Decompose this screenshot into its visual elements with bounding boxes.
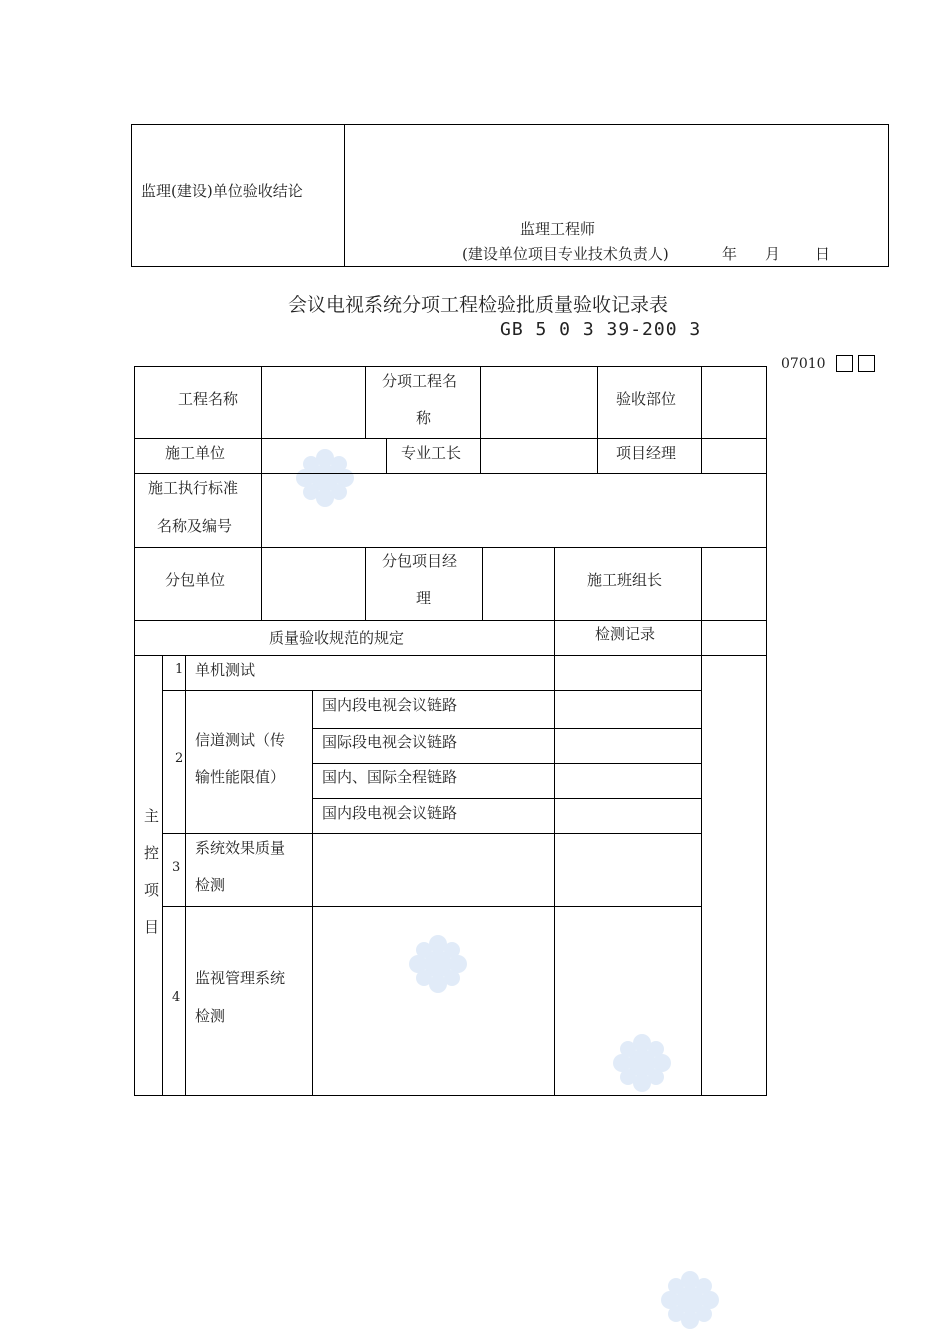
page-title: 会议电视系统分项工程检验批质量验收记录表 [288,294,669,316]
item-text-line1: 系统效果质量 [195,839,286,857]
owner-responsible-label: (建设单位项目专业技术负责人) [462,245,669,263]
construction-unit-label: 施工单位 [165,444,226,462]
sub-unit-label: 分包单位 [165,571,226,589]
acceptance-part-label: 验收部位 [616,390,677,408]
item-text-line1: 监视管理系统 [195,969,286,987]
execution-standard-label-line1: 施工执行标准 [148,479,239,497]
main-control-char: 目 [144,918,160,936]
project-manager-label: 项目经理 [616,444,677,462]
standard-code: GB 5 0 3 39-200 3 [500,319,702,340]
year-label: 年 [722,245,738,263]
main-control-char: 控 [144,844,160,862]
foreman-label: 专业工长 [401,444,462,462]
item-number: 3 [172,860,181,875]
supervisor-engineer-label: 监理工程师 [520,220,596,238]
sub-item-text: 国内、国际全程链路 [322,768,458,786]
item-text-line2: 输性能限值） [195,768,286,786]
code-box-1[interactable] [836,355,853,372]
sub-item-text: 国内段电视会议链路 [322,696,458,714]
sub-item-text: 国际段电视会议链路 [322,733,458,751]
sub-manager-label-line1: 分包项目经 [382,552,458,570]
subproject-label-line1: 分项工程名 [382,372,458,390]
team-leader-label: 施工班组长 [587,571,663,589]
item-text-line2: 检测 [195,1007,226,1025]
watermark-snowflake-icon [658,1268,722,1332]
main-control-char: 主 [144,807,160,825]
record-label: 检测记录 [595,625,656,643]
item-text: 单机测试 [195,661,256,679]
item-number: 4 [172,990,181,1005]
item-text-line2: 检测 [195,876,226,894]
code-box-2[interactable] [858,355,875,372]
main-control-char: 项 [144,881,160,899]
spec-label: 质量验收规范的规定 [269,629,405,647]
item-number: 2 [175,751,184,766]
item-number: 1 [175,662,184,677]
month-label: 月 [765,245,781,263]
execution-standard-label-line2: 名称及编号 [157,517,233,535]
day-label: 日 [815,245,831,263]
project-name-label: 工程名称 [178,390,239,408]
supervision-conclusion-label: 监理(建设)单位验收结论 [141,182,303,200]
sub-manager-label-line2: 理 [416,589,432,607]
form-code: 07010 [781,356,826,372]
sub-item-text: 国内段电视会议链路 [322,804,458,822]
item-text-line1: 信道测试（传 [195,731,286,749]
subproject-label-line2: 称 [416,409,432,427]
